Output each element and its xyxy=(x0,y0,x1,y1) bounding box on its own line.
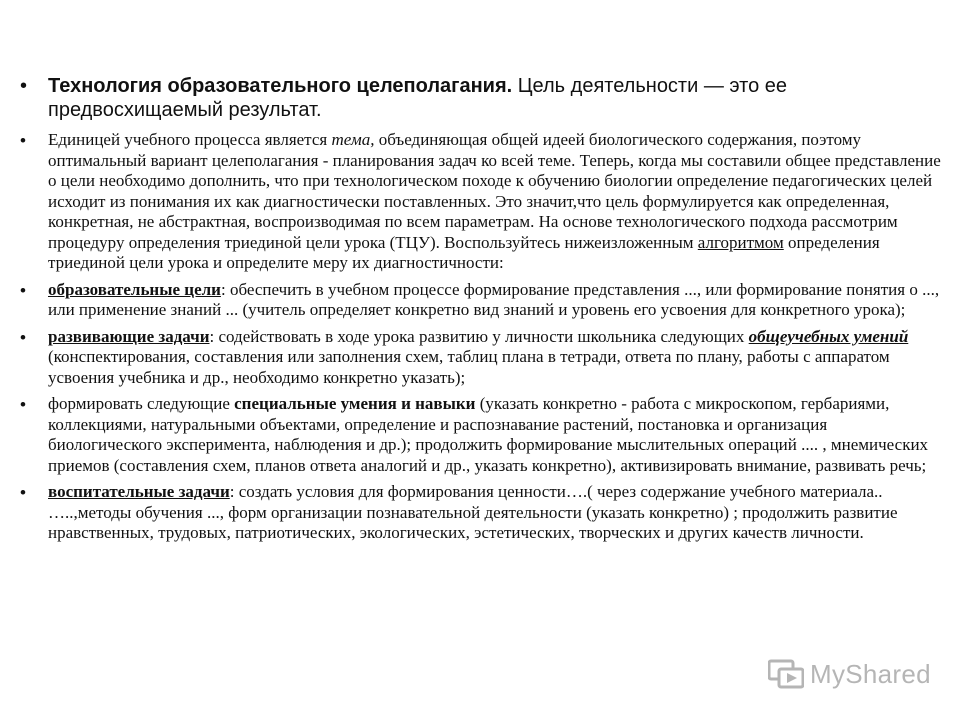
algorithm-link[interactable]: алгоритмом xyxy=(697,232,784,252)
watermark-text: MyShared xyxy=(810,658,931,689)
unit-text-a: Единицей учебного процесса является xyxy=(48,130,332,149)
bullet-dot: • xyxy=(20,280,26,300)
developing-text-b: (конспектирования, составления или заполнения схем, таблиц плана в тетради, ответа по плану, работы с аппаратом усвоения учебника и др., необходимо конкретно указать); xyxy=(48,347,890,387)
bullet-developing xyxy=(20,327,945,389)
bullet-dot: • xyxy=(20,131,26,150)
unit-text-c: определения триединой цели урока и определите меру их диагностичности: xyxy=(48,232,880,272)
educational-text: : обеспечить в учебном процессе формирование представления ..., или формирование понятия о ..., или применение знаний ... (учитель определяет конкретно вид знаний и уровень его усвоения для конкретного урока); xyxy=(48,279,940,319)
developing-text-a: : содействовать в ходе урока развитию у личности школьника следующих xyxy=(209,326,749,346)
bullet-special xyxy=(20,394,945,476)
upbringing-label: воспитательные задачи xyxy=(48,482,230,501)
intro-text: Цель деятельности — это ее предвосхищаемый результат. xyxy=(48,75,788,121)
myshared-watermark xyxy=(768,656,931,692)
unit-term: тема, xyxy=(331,130,375,149)
bullet-dot: • xyxy=(20,327,26,347)
special-label: специальные умения и навыки xyxy=(234,394,476,413)
educational-label: образовательные цели xyxy=(48,279,221,299)
intro-heading: Технология образовательного целеполагания. xyxy=(48,75,513,97)
bullet-dot: • xyxy=(20,483,26,502)
bullet-intro xyxy=(20,74,945,122)
bullet-dot: • xyxy=(20,395,26,414)
bullet-dot: • xyxy=(20,75,28,97)
bullet-list xyxy=(20,74,945,550)
special-text-a: формировать следующие xyxy=(48,394,235,413)
bullet-upbringing xyxy=(20,482,945,544)
special-text-b: (указать конкретно - работа с микроскопом, гербариями, коллекциями, натуральными объектами, определение и распознавание растений, постановка и организация биологического эксперимента, наблюдения и др.); продолжить формирование мыслительных операций .... , мнемических приемов (составления схем, планов ответа аналогий и др., указать конкретно), активизировать внимание, развивать речь; xyxy=(48,394,929,475)
developing-label: развивающие задачи xyxy=(48,326,210,346)
unit-text-b: объединяющая общей идеей биологического содержания, поэтому оптимальный вариант целеполагания - планирования задач ко всей теме. Теперь, когда мы составили общее представление о цели необходимо дополнить, что при технологическом походе к обучению биологии определение педагогических целей исходит из понимания их как диагностически поставленных. Это значит,что цель формулируется как определенная, конкретная, не абстрактная, воспроизводимая по всем параметрам. На основе технологического подхода рассмотрим процедуру определения триединой цели урока (ТЦУ). Воспользуйтесь нижеизложенным xyxy=(48,130,941,252)
bullet-unit xyxy=(20,130,945,274)
bullet-educational xyxy=(20,280,945,321)
general-skills-term: общеучебных умений xyxy=(748,326,909,346)
upbringing-text: : создать условия для формирования ценности….( через содержание учебного материала.. …..,методы обучения ..., форм организации познавательной деятельности (указать конкретно) ; продолжить развитие нравственных, трудовых, патриотических, экологических, эстетических, творческих и других качеств личности. xyxy=(48,482,898,542)
myshared-logo-icon xyxy=(768,658,804,690)
